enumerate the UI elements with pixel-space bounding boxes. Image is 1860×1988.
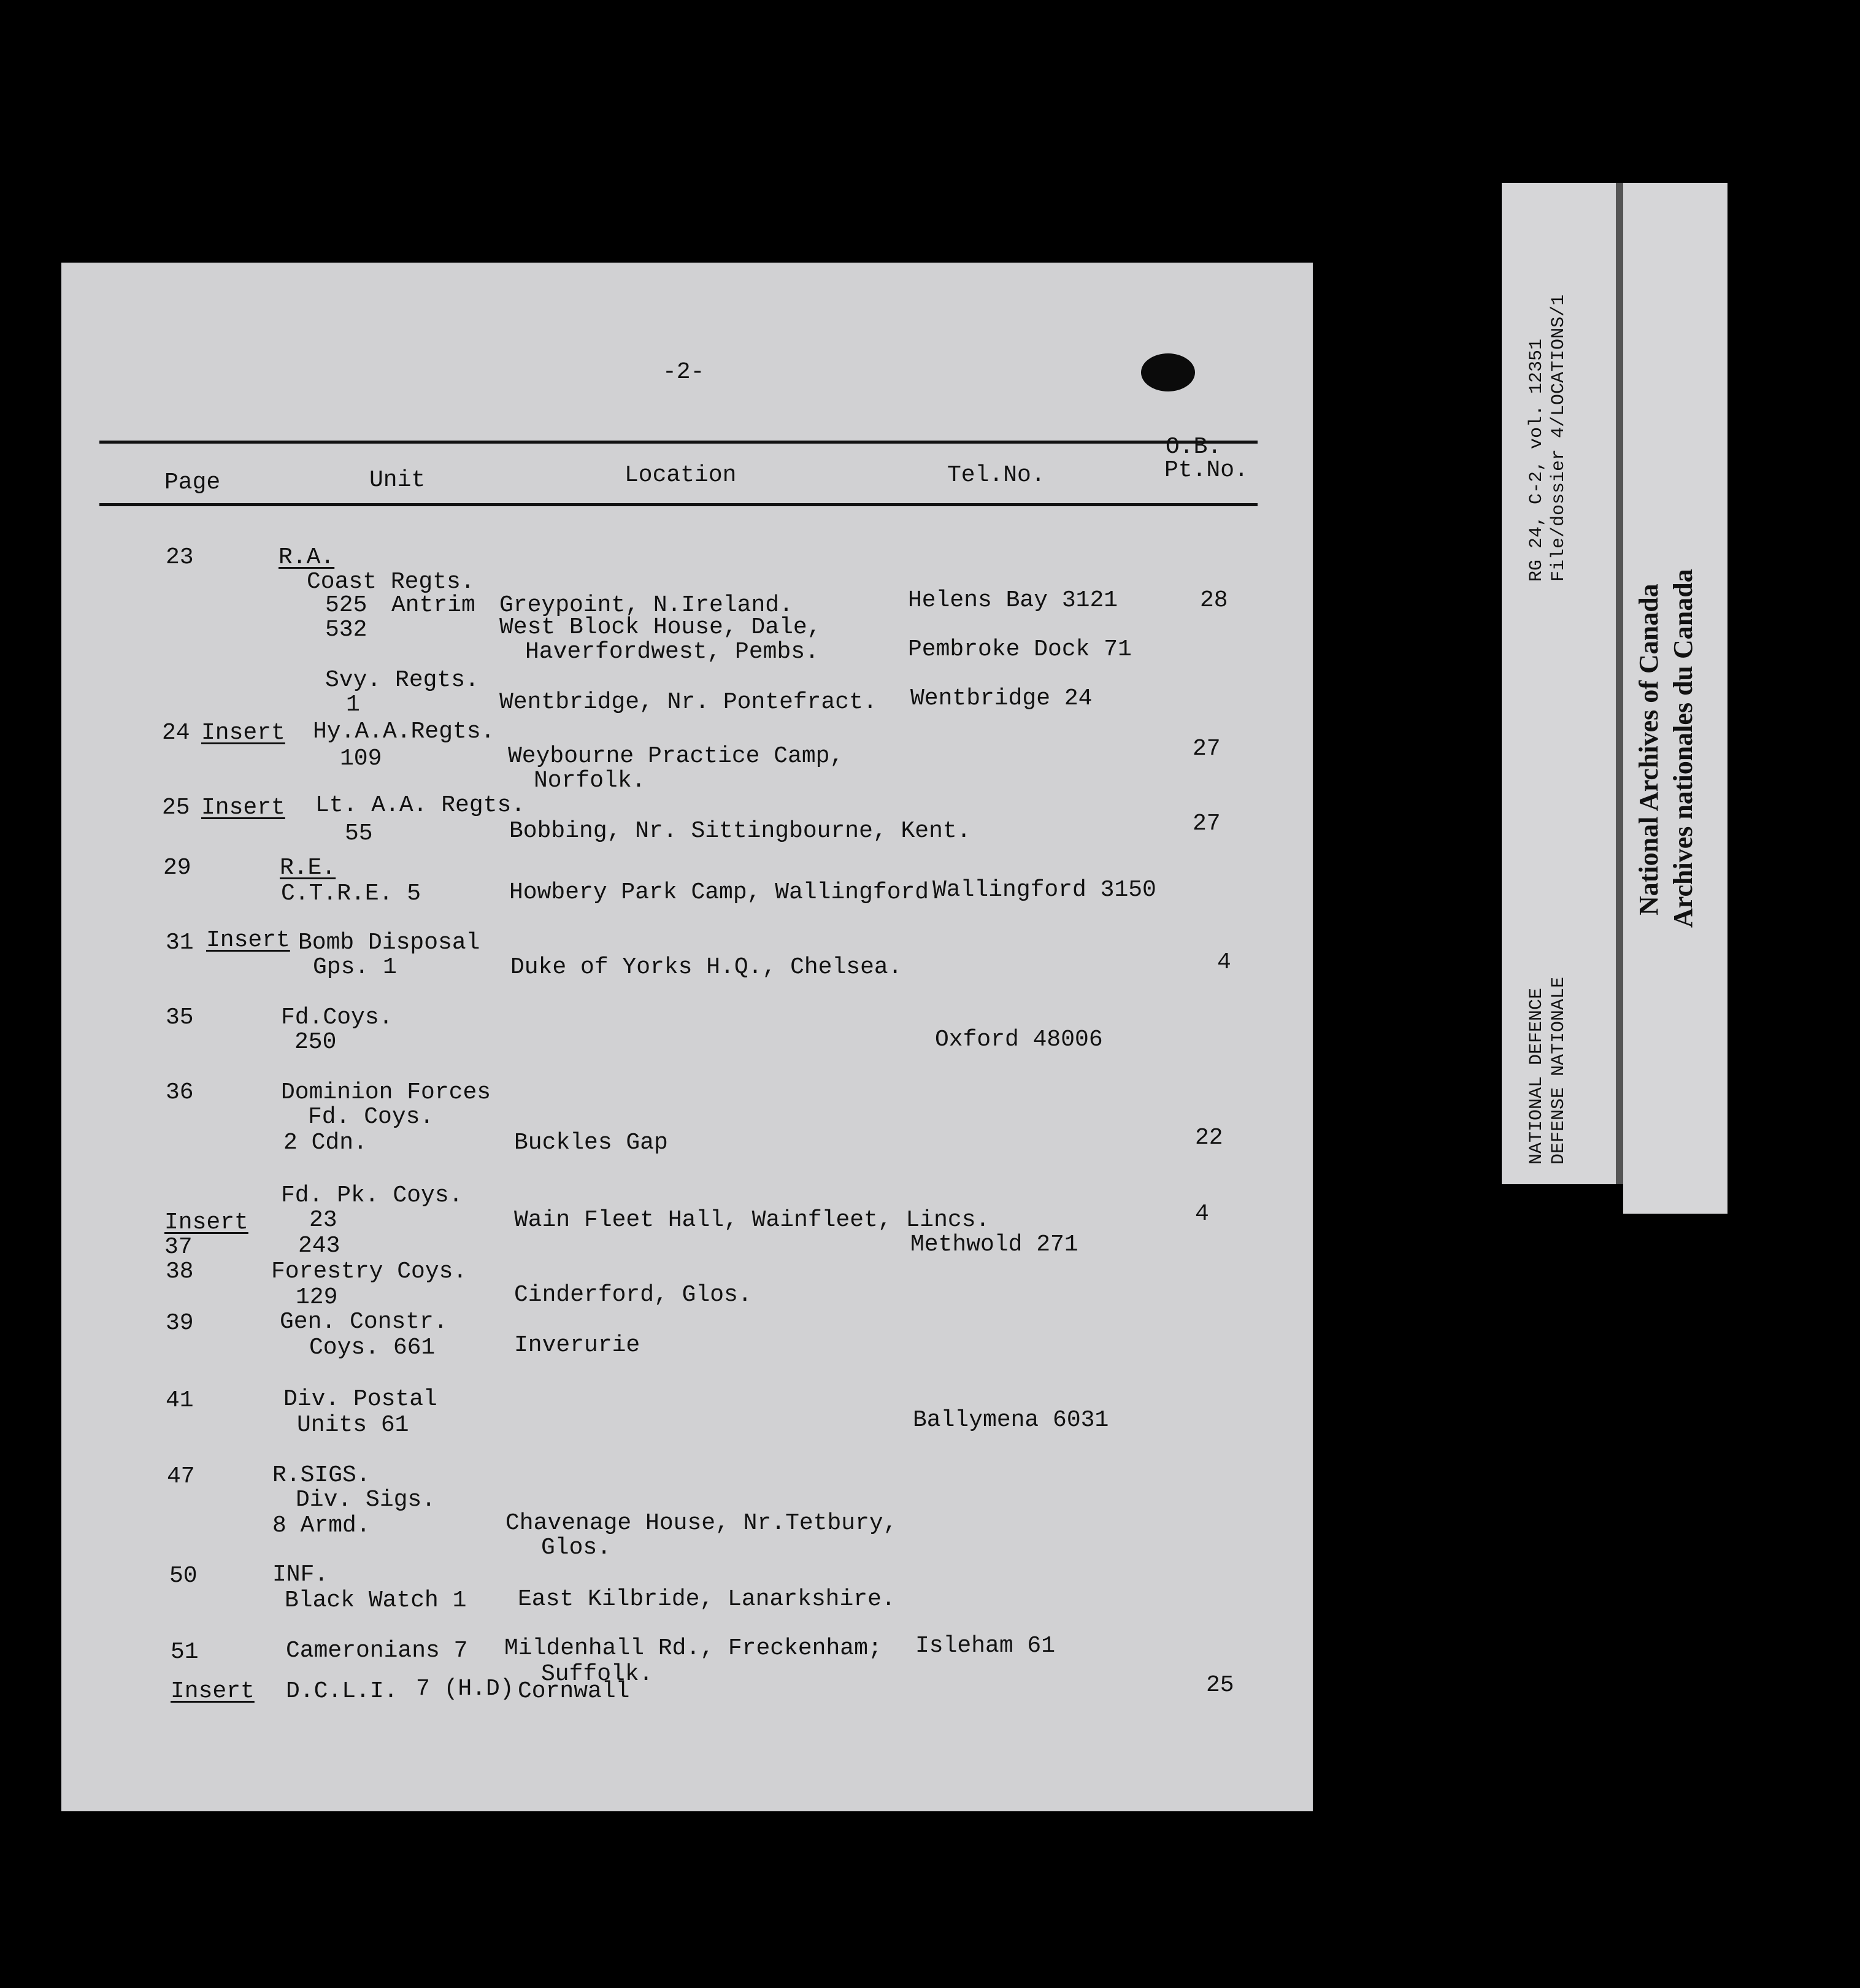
insert-mark: Insert	[171, 1678, 255, 1705]
tel-entry: Pembroke Dock 71	[908, 636, 1132, 663]
unit-subheading: Bomb Disposal	[298, 930, 480, 956]
row-page: 51	[171, 1639, 199, 1665]
unit-heading: R.E.	[280, 855, 336, 881]
tel-entry: Wentbridge 24	[910, 685, 1093, 712]
insert-mark: Insert	[201, 720, 285, 746]
unit-heading: R.A.	[279, 544, 335, 571]
column-header-unit: Unit	[369, 467, 426, 493]
tel-entry: Oxford 48006	[935, 1027, 1103, 1053]
row-page: 37	[164, 1234, 193, 1260]
location-entry: Greypoint, N.Ireland.	[499, 592, 793, 618]
location-entry: Cinderford, Glos.	[514, 1282, 752, 1308]
unit-subheading: Fd. Coys.	[308, 1104, 434, 1130]
unit-entry: 8 Armd.	[272, 1512, 371, 1539]
header-top-rule	[99, 441, 1258, 444]
unit-entry: 55	[345, 820, 373, 847]
ob-entry: 28	[1200, 587, 1228, 614]
location-entry: East Kilbride, Lanarkshire.	[518, 1586, 896, 1612]
unit-entry: C.T.R.E. 5	[281, 880, 421, 907]
insert-mark: Insert	[206, 927, 290, 954]
unit-subheading: Coast Regts.	[307, 569, 475, 595]
location-continued: Haverfordwest, Pembs.	[525, 639, 819, 665]
unit-subheading: Div. Sigs.	[296, 1487, 436, 1513]
insert-mark: Insert	[164, 1209, 248, 1236]
location-entry: Inverurie	[514, 1332, 640, 1358]
ob-entry: 22	[1195, 1125, 1223, 1151]
unit-entry: 243	[298, 1233, 340, 1259]
location-continued: Suffolk.	[541, 1661, 653, 1687]
archives-name-french: Archives nationales du Canada	[1668, 569, 1698, 928]
unit-subheading: Fd.Coys.	[281, 1004, 393, 1031]
location-entry: Howbery Park Camp, Wallingford.	[509, 879, 943, 906]
tel-entry: Helens Bay 3121	[908, 587, 1118, 614]
header-bottom-rule	[99, 503, 1258, 506]
unit-entry: Units 61	[297, 1412, 409, 1438]
archive-label-divider	[1616, 183, 1623, 1184]
tel-entry: Wallingford 3150	[932, 877, 1156, 903]
row-page: 29	[163, 855, 191, 881]
location-entry: West Block House, Dale,	[499, 614, 821, 641]
location-entry: Wentbridge, Nr. Pontefract.	[499, 689, 877, 715]
archive-label-right-strip	[1623, 183, 1727, 1214]
unit-subheading: Fd. Pk. Coys.	[281, 1182, 463, 1209]
ob-entry: 27	[1193, 811, 1221, 837]
location-entry: Chavenage House, Nr.Tetbury,	[505, 1510, 897, 1536]
unit-entry: D.C.L.I.	[286, 1678, 398, 1705]
location-entry: Weybourne Practice Camp,	[508, 743, 844, 769]
row-page: 36	[166, 1079, 194, 1106]
unit-subheading: Gen. Constr.	[280, 1309, 448, 1335]
unit-entry: 23	[309, 1207, 337, 1233]
page-number: -2-	[663, 359, 705, 385]
unit-subheading: Hy.A.A.Regts.	[313, 719, 495, 745]
location-entry: Bobbing, Nr. Sittingbourne, Kent.	[509, 818, 971, 844]
location-continued: Norfolk.	[534, 768, 646, 794]
column-header-ob-line1: O.B.	[1166, 434, 1222, 460]
row-page: 39	[166, 1310, 194, 1336]
column-header-ob-line2: Pt.No.	[1164, 457, 1248, 484]
unit-entry: 1	[346, 692, 360, 718]
archive-reference-line1: RG 24, C-2, vol. 12351	[1526, 338, 1547, 582]
row-page: 25	[162, 795, 190, 821]
unit-subheading: Lt. A.A. Regts.	[315, 792, 526, 819]
department-line1: NATIONAL DEFENCE	[1526, 987, 1547, 1165]
unit-entry-extra: 7 (H.D)	[416, 1676, 514, 1702]
row-page: 24	[162, 720, 190, 746]
insert-mark: Insert	[201, 795, 285, 821]
unit-entry: Gps. 1	[313, 954, 397, 981]
ob-entry: 25	[1206, 1672, 1234, 1698]
ink-blot	[1141, 353, 1195, 391]
row-page: 47	[167, 1463, 195, 1490]
location-entry: Wain Fleet Hall, Wainfleet, Lincs.	[514, 1207, 990, 1233]
location-entry: Cornwall	[518, 1678, 630, 1705]
unit-entry-extra: Antrim	[391, 592, 475, 618]
row-page: 31	[166, 930, 194, 956]
unit-entry: 2 Cdn.	[283, 1130, 367, 1156]
unit-heading: R.SIGS.	[272, 1462, 371, 1489]
department-line2: DEFENSE NATIONALE	[1548, 976, 1569, 1165]
row-page: 38	[166, 1258, 194, 1285]
unit-heading: Dominion Forces	[281, 1079, 491, 1106]
unit-subheading: Div. Postal	[283, 1386, 437, 1412]
unit-subheading: Forestry Coys.	[271, 1258, 467, 1285]
unit-entry: 109	[340, 746, 382, 772]
unit-entry: Black Watch 1	[285, 1587, 467, 1614]
ob-entry: 27	[1193, 736, 1221, 762]
column-header-tel: Tel.No.	[947, 462, 1045, 488]
unit-entry: Cameronians 7	[286, 1638, 468, 1664]
document-page	[61, 263, 1313, 1811]
location-continued: Glos.	[541, 1535, 612, 1561]
row-page: 50	[169, 1563, 198, 1589]
unit-heading: INF.	[272, 1562, 329, 1588]
tel-entry: Methwold 271	[910, 1231, 1078, 1258]
unit-entry: Coys. 661	[309, 1335, 436, 1361]
unit-subheading: Svy. Regts.	[325, 667, 479, 693]
ob-entry: 4	[1217, 949, 1231, 976]
unit-entry: 250	[294, 1029, 337, 1055]
archive-label-left-strip	[1502, 183, 1616, 1184]
ob-entry: 4	[1195, 1201, 1209, 1227]
row-page: 41	[166, 1387, 194, 1414]
row-page: 35	[166, 1004, 194, 1031]
unit-entry: 532	[325, 617, 367, 643]
row-page: 23	[166, 544, 194, 571]
unit-entry: 129	[296, 1284, 338, 1311]
archive-reference-line2: File/dossier 4/LOCATIONS/1	[1548, 294, 1569, 582]
tel-entry: Isleham 61	[915, 1633, 1056, 1659]
tel-entry: Ballymena 6031	[913, 1407, 1109, 1433]
unit-entry: 525	[325, 592, 367, 618]
location-entry: Buckles Gap	[514, 1130, 668, 1156]
column-header-page: Page	[164, 469, 221, 496]
archives-name-english: National Archives of Canada	[1634, 584, 1664, 915]
location-entry: Mildenhall Rd., Freckenham;	[504, 1635, 882, 1662]
column-header-location: Location	[624, 462, 737, 488]
location-entry: Duke of Yorks H.Q., Chelsea.	[510, 954, 902, 981]
